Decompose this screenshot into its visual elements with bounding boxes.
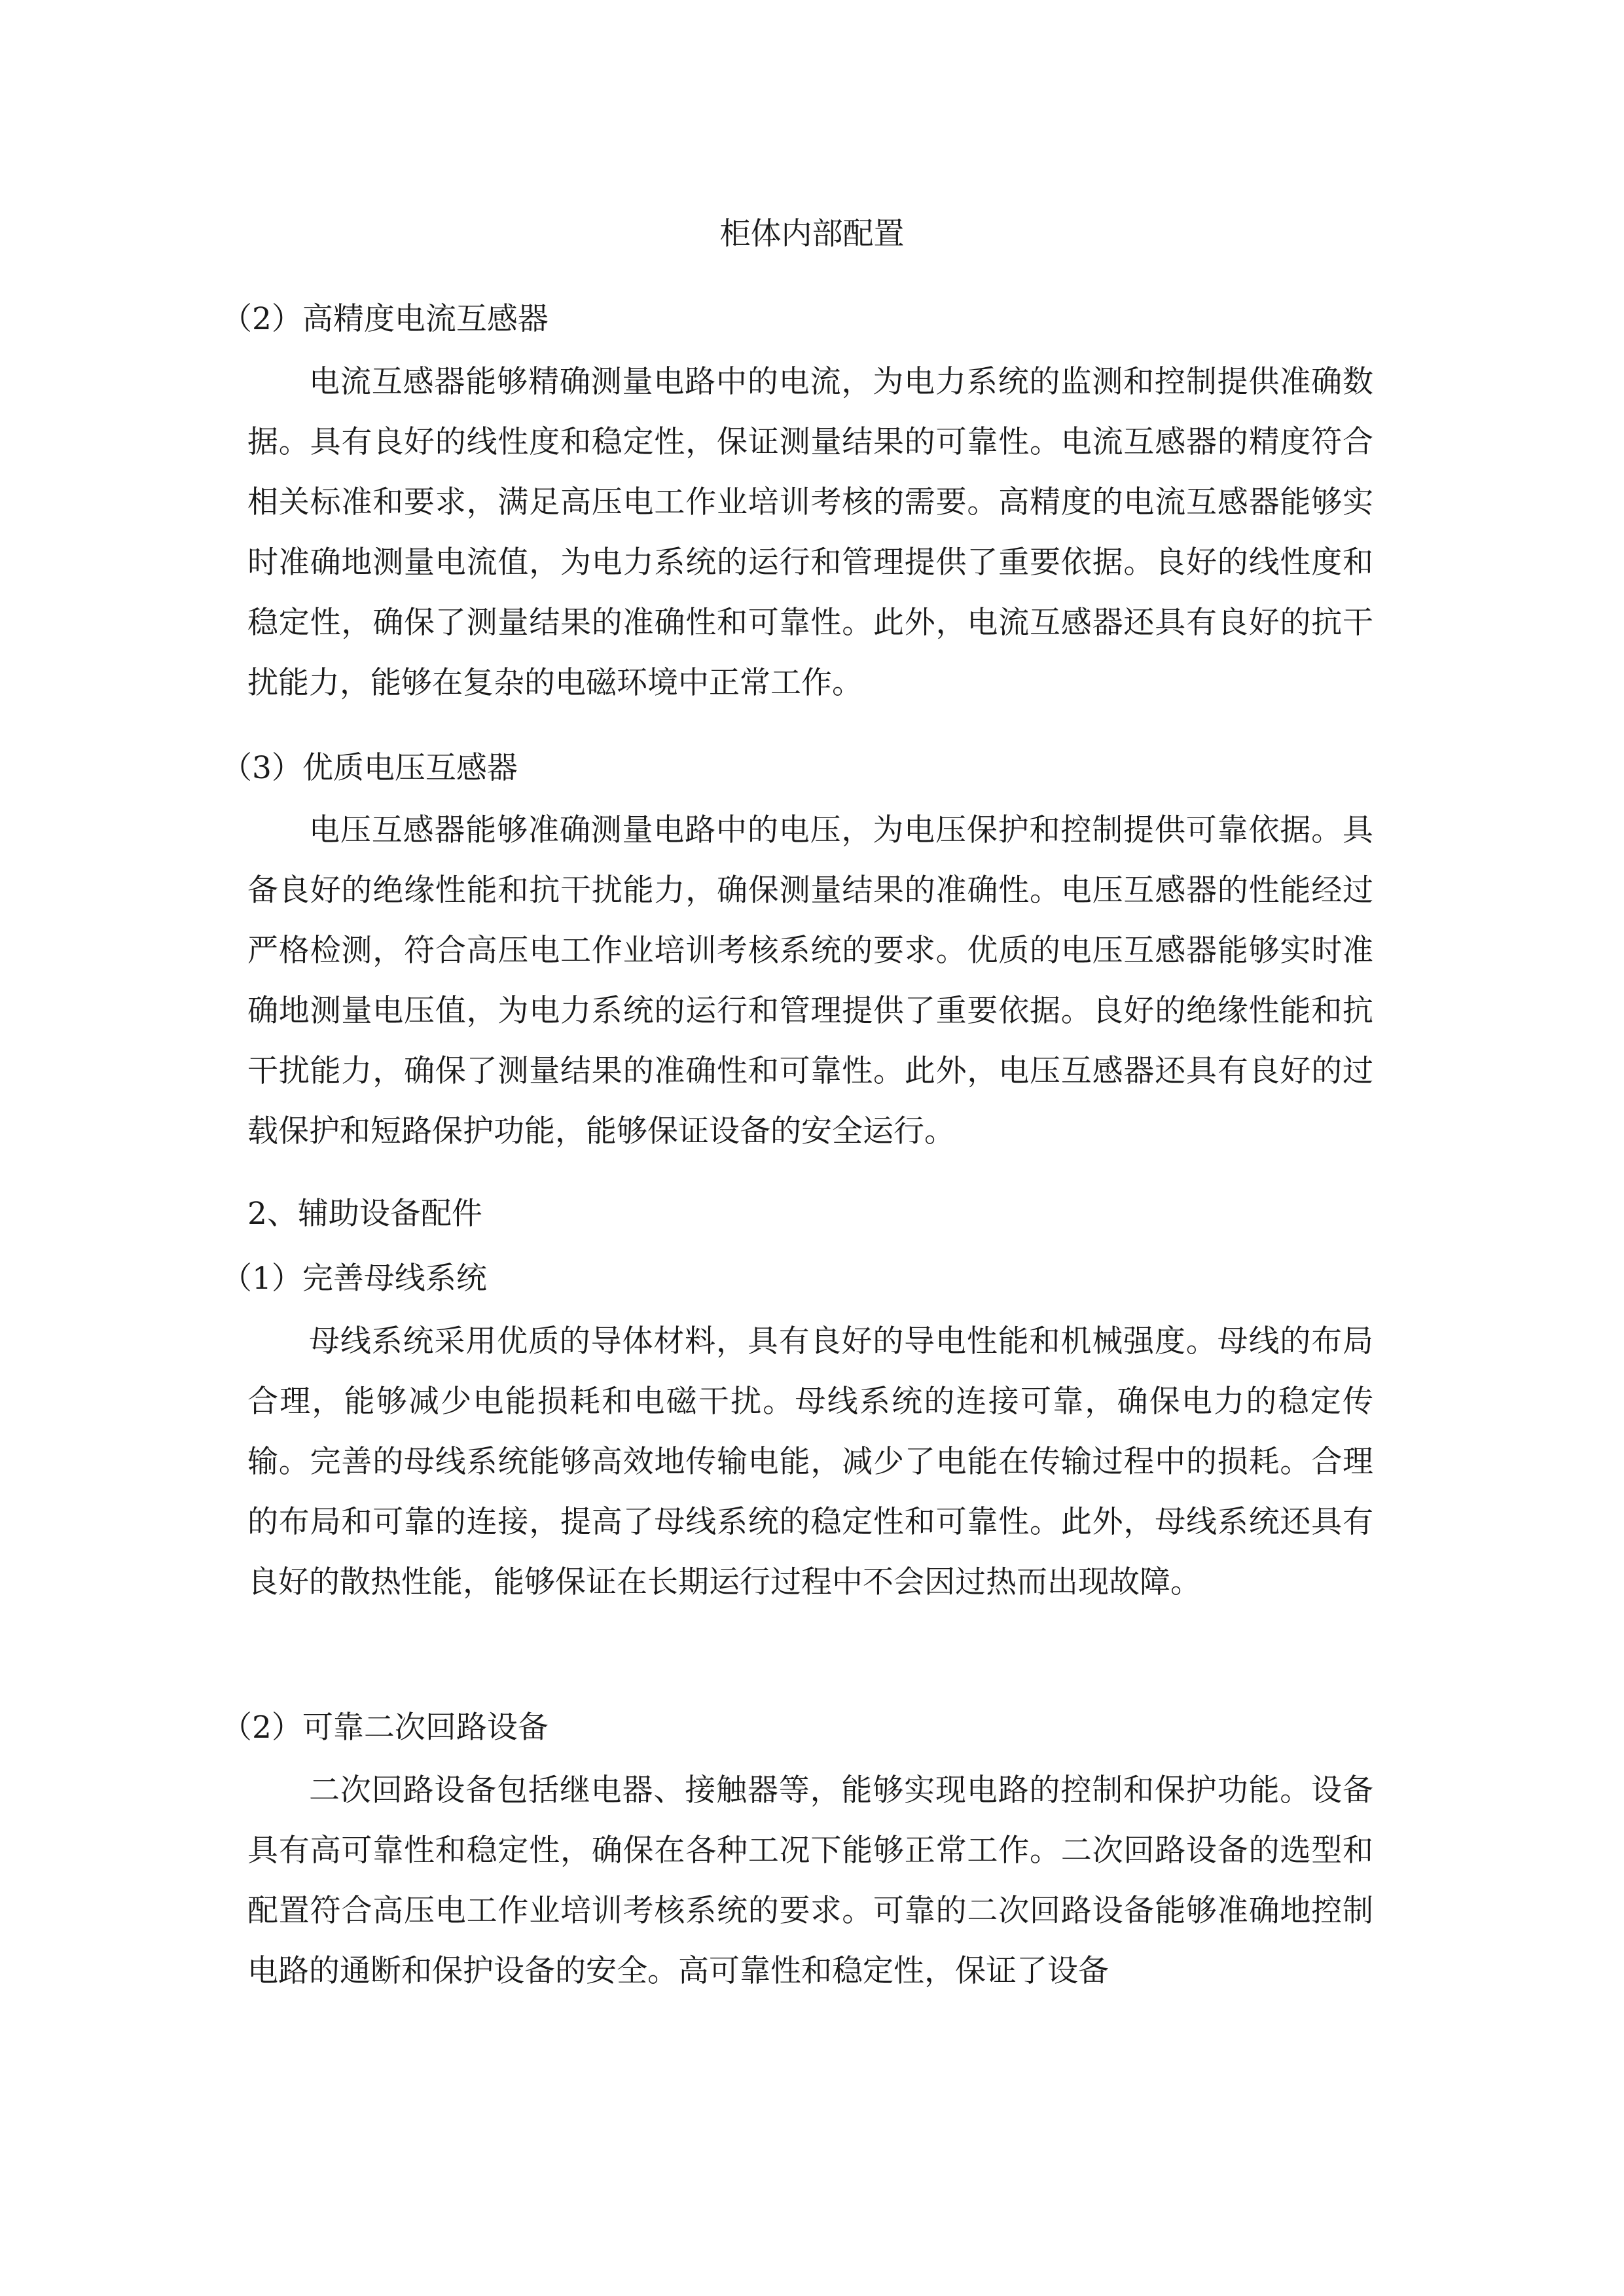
section-paragraph-voltage-transformer: 电压互感器能够准确测量电路中的电压，为电压保护和控制提供可靠依据。具备良好的绝缘性能和抗干扰能力，确保测量结果的准确性。电压互感器的性能经过严格检测，符合高压电工作业培训考核系统的要求。优质的电压互感器能够实时准确地测量电压值，为电力系统的运行和管理提供了重要依据。良好的绝缘性能和抗干扰能力，确保了测量结果的准确性和可靠性。此外，电压互感器还具有良好的过载保护和短路保护功能，能够保证设备的安全运行。 xyxy=(247,812,1373,1149)
section-heading-voltage-transformer: （3）优质电压互感器 xyxy=(221,750,518,786)
section-paragraph-busbar-system: 母线系统采用优质的导体材料，具有良好的导电性能和机械强度。母线的布局合理，能够减少电能损耗和电磁干扰。母线系统的连接可靠，确保电力的稳定传输。完善的母线系统能够高效地传输电能，减少了电能在传输过程中的损耗。合理的布局和可靠的连接，提高了母线系统的稳定性和可靠性。此外，母线系统还具有良好的散热性能，能够保证在长期运行过程中不会因过热而出现故障。 xyxy=(247,1323,1373,1600)
section-heading-busbar-system: （1）完善母线系统 xyxy=(221,1261,487,1297)
section-paragraph-secondary-circuit: 二次回路设备包括继电器、接触器等，能够实现电路的控制和保护功能。设备具有高可靠性和稳定性，确保在各种工况下能够正常工作。二次回路设备的选型和配置符合高压电工作业培训考核系统的要求。可靠的二次回路设备能够准确地控制电路的通断和保护设备的安全。高可靠性和稳定性，保证了设备 xyxy=(247,1772,1373,1989)
section-heading-auxiliary-equipment: 2、辅助设备配件 xyxy=(247,1196,482,1232)
section-heading-secondary-circuit: （2）可靠二次回路设备 xyxy=(221,1710,549,1746)
section-heading-current-transformer: （2）高精度电流互感器 xyxy=(221,301,549,337)
section-paragraph-current-transformer: 电流互感器能够精确测量电路中的电流，为电力系统的监测和控制提供准确数据。具有良好的线性度和稳定性，保证测量结果的可靠性。电流互感器的精度符合相关标准和要求，满足高压电工作业培训考核的需要。高精度的电流互感器能够实时准确地测量电流值，为电力系统的运行和管理提供了重要依据。良好的线性度和稳定性，确保了测量结果的准确性和可靠性。此外，电流互感器还具有良好的抗干扰能力，能够在复杂的电磁环境中正常工作。 xyxy=(247,364,1373,701)
page-title: 柜体内部配置 xyxy=(719,216,905,252)
